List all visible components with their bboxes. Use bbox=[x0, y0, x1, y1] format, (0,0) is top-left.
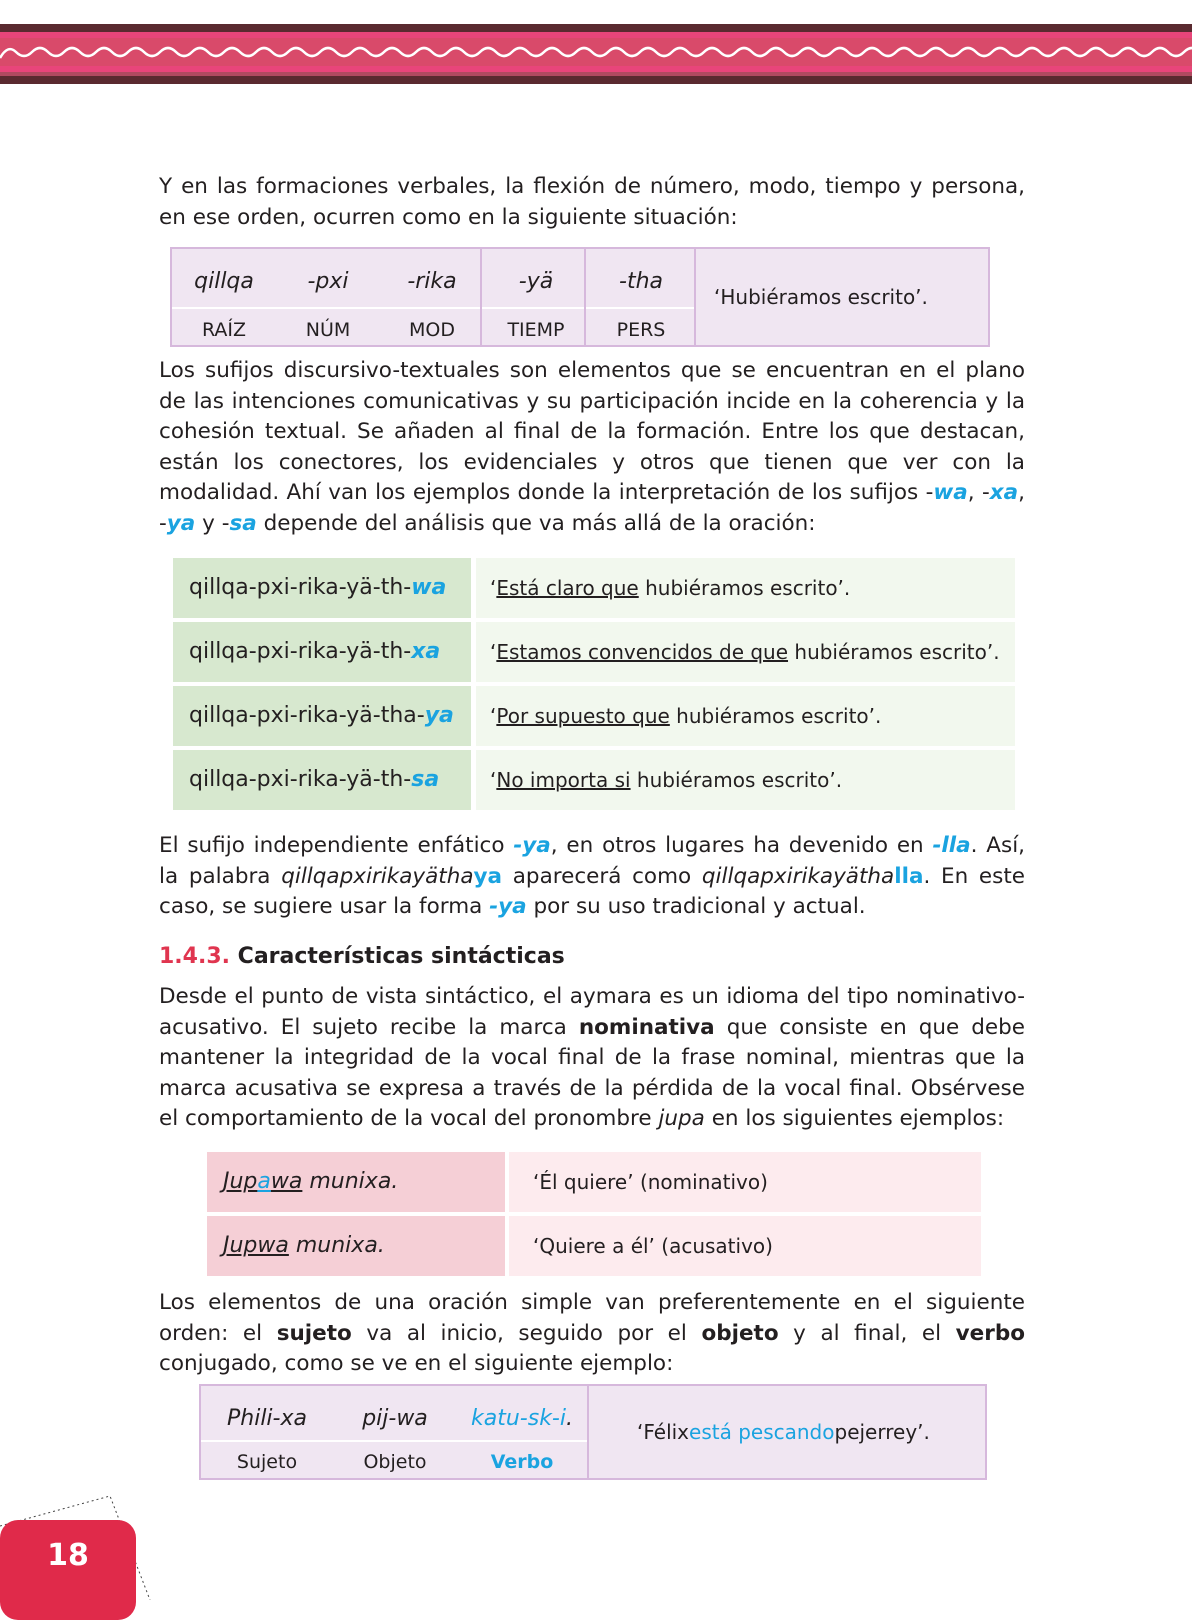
suffix-ya: -ya bbox=[513, 833, 551, 858]
verb-word bbox=[457, 1406, 587, 1431]
spanish-translation bbox=[476, 686, 1015, 746]
translation-cell: ‘Hubiéramos escrito’. bbox=[714, 285, 928, 309]
italic-term: jupa bbox=[658, 1106, 705, 1131]
form-base: qillqa-pxi-rika-yä-th- bbox=[189, 639, 412, 664]
gloss-verb: Verbo bbox=[490, 1451, 554, 1473]
emphatic-suffix-paragraph bbox=[159, 831, 1025, 923]
verb-phrase: está pescando bbox=[689, 1420, 835, 1444]
table-row bbox=[173, 622, 1015, 682]
word-part: Jupwa bbox=[223, 1233, 289, 1258]
text: que consiste en que debe mantener la integridad de la vocal final de la frase nominal, mientras que la marca acusativa se expresa a través de la pérdida de la vocal final. Obsérvese el comportamiento de la vocal del pronombre bbox=[159, 1014, 1025, 1131]
section-number: 1.4.3. bbox=[159, 944, 230, 969]
spanish-translation: ‘Quiere a él’ (acusativo) bbox=[509, 1216, 981, 1276]
intro-paragraph: Y en las formaciones verbales, la flexión de número, modo, tiempo y persona, en ese orden, ocurren como en la siguiente situación: bbox=[159, 174, 1025, 230]
text: va al inicio, seguido por el bbox=[351, 1320, 702, 1346]
quote-mark: ‘ bbox=[490, 640, 497, 664]
row-divider bbox=[172, 307, 696, 309]
quote-mark: ‘ bbox=[490, 576, 497, 600]
text: en los siguientes ejemplos: bbox=[704, 1106, 1005, 1131]
subject-word: Phili-xa bbox=[227, 1406, 307, 1431]
text: . Así, la palabra bbox=[159, 833, 1026, 889]
text: pejerrey’. bbox=[834, 1420, 930, 1444]
aymara-form bbox=[173, 686, 471, 746]
form-base: qillqa-pxi-rika-yä-th- bbox=[189, 575, 412, 600]
column-divider bbox=[480, 249, 482, 345]
morph-number: -pxi bbox=[307, 269, 349, 294]
translation-rest: hubiéramos escrito’. bbox=[788, 640, 1000, 664]
suffix-sa: sa bbox=[229, 510, 257, 536]
word-suffix: ya bbox=[473, 863, 503, 889]
bold-term: nominativa bbox=[578, 1014, 715, 1040]
table-row bbox=[207, 1216, 981, 1276]
table-row bbox=[173, 750, 1015, 810]
suffix-wa: wa bbox=[933, 480, 968, 505]
paragraph-text: Los sufijos discursivo-textuales son elementos que se encuentran en el plano de las intenciones comunicativas y su participación incide en la coherencia y la cohesión textual. Se añaden al final de la formación. Entre los que destacan, están los conectores, los evidenciales y otros que tienen que ver con la modalidad. Ahí van los ejemplos donde la interpretación de los sufijos bbox=[159, 358, 1025, 505]
text: y al final, el bbox=[778, 1320, 956, 1346]
section-heading bbox=[159, 944, 565, 969]
morph-tense: -yä bbox=[518, 269, 554, 294]
row-divider bbox=[201, 1440, 587, 1442]
verb-form: katu-sk-i bbox=[471, 1406, 566, 1431]
section-title: Características sintácticas bbox=[237, 944, 565, 969]
spanish-translation: ‘Él quiere’ (nominativo) bbox=[509, 1152, 981, 1212]
suffix-ya: ya bbox=[166, 510, 196, 536]
text: , en otros lugares ha devenido en bbox=[550, 833, 933, 858]
text: Desde el punto de vista sintáctico, el aymara es un idioma del tipo nominativo-acusativo. El sujeto recibe la marca bbox=[159, 984, 1025, 1040]
word-part: Jup bbox=[223, 1169, 258, 1194]
word-order-table bbox=[199, 1384, 987, 1480]
translation-cell bbox=[589, 1386, 985, 1478]
suffix-ya: -ya bbox=[489, 894, 527, 919]
suffix-xa: xa bbox=[989, 480, 1019, 505]
bold-term: sujeto bbox=[276, 1320, 352, 1346]
vowel-highlight: a bbox=[257, 1169, 271, 1194]
punct: , - bbox=[159, 480, 1025, 536]
aymara-form bbox=[173, 622, 471, 682]
gloss-person: PERS bbox=[616, 319, 666, 341]
aymara-sentence bbox=[207, 1216, 505, 1276]
spanish-translation bbox=[476, 750, 1015, 810]
text: por su uso tradicional y actual. bbox=[526, 894, 866, 919]
word: qillqapxirikayätha bbox=[701, 863, 895, 889]
page-number: 18 bbox=[47, 1538, 89, 1573]
form-suffix: wa bbox=[411, 575, 447, 600]
discourse-suffix-paragraph bbox=[159, 356, 1025, 539]
column-divider bbox=[584, 249, 586, 345]
underlined-phrase: Estamos convencidos de que bbox=[496, 640, 789, 664]
text: ‘Félix bbox=[637, 1420, 690, 1444]
object-word: pij-wa bbox=[362, 1406, 428, 1431]
gloss-mode: MOD bbox=[409, 319, 455, 341]
punct: , - bbox=[967, 480, 990, 505]
text: aparecerá como bbox=[502, 863, 702, 889]
morph-person: -tha bbox=[619, 269, 663, 294]
form-suffix: sa bbox=[411, 767, 440, 792]
word: qillqapxirikayätha bbox=[281, 863, 474, 889]
table-row bbox=[173, 558, 1015, 618]
gloss-subject: Sujeto bbox=[236, 1451, 298, 1473]
translation-rest: hubiéramos escrito’. bbox=[638, 576, 851, 600]
translation-rest: hubiéramos escrito’. bbox=[630, 768, 843, 792]
paragraph-tail: depende del análisis que va más allá de la oración: bbox=[263, 510, 816, 536]
verb-inflection-table bbox=[170, 247, 990, 347]
form-base: qillqa-pxi-rika-yä-th- bbox=[189, 767, 412, 792]
syntax-paragraph bbox=[159, 982, 1025, 1135]
morph-mode: -rika bbox=[407, 269, 457, 294]
text: . En este caso, se sugiere usar la forma bbox=[159, 863, 1025, 919]
spanish-translation bbox=[476, 622, 1015, 682]
gloss-root: RAÍZ bbox=[201, 319, 247, 341]
aymara-form bbox=[173, 750, 471, 810]
punct: y - bbox=[195, 510, 230, 536]
form-suffix: ya bbox=[424, 703, 454, 728]
gloss-object: Objeto bbox=[363, 1451, 427, 1473]
text: conjugado, como se ve en el siguiente ejemplo: bbox=[159, 1351, 674, 1376]
underlined-phrase: Por supuesto que bbox=[496, 704, 670, 728]
bold-term: verbo bbox=[955, 1320, 1026, 1346]
punct: - bbox=[925, 480, 934, 505]
bold-term: objeto bbox=[701, 1320, 779, 1346]
aymara-sentence bbox=[207, 1152, 505, 1212]
table-row bbox=[173, 686, 1015, 746]
table-row bbox=[207, 1152, 981, 1212]
translation-rest: hubiéramos escrito’. bbox=[669, 704, 882, 728]
quote-mark: ‘ bbox=[490, 768, 497, 792]
underlined-phrase: No importa si bbox=[496, 768, 631, 792]
text: Los elementos de una oración simple van preferentemente en el siguiente orden: el bbox=[159, 1290, 1025, 1346]
quote-mark: ‘ bbox=[490, 704, 497, 728]
period: . bbox=[565, 1406, 573, 1431]
suffix-lla: -lla bbox=[932, 833, 971, 858]
decorative-top-band bbox=[0, 24, 1192, 84]
form-suffix: xa bbox=[411, 639, 441, 664]
gloss-tense: TIEMP bbox=[507, 319, 565, 341]
text: El sufijo independiente enfático bbox=[159, 833, 514, 858]
form-base: qillqa-pxi-rika-yä-tha- bbox=[189, 703, 425, 728]
word-suffix: lla bbox=[894, 863, 924, 889]
word-part: wa bbox=[270, 1169, 303, 1194]
underlined-phrase: Está claro que bbox=[496, 576, 639, 600]
word-order-paragraph bbox=[159, 1288, 1025, 1380]
morph-root: qillqa bbox=[194, 269, 254, 294]
aymara-form bbox=[173, 558, 471, 618]
word-rest: munixa. bbox=[288, 1233, 385, 1258]
word-rest: munixa. bbox=[302, 1169, 399, 1194]
spanish-translation bbox=[476, 558, 1015, 618]
gloss-number: NÚM bbox=[305, 319, 351, 341]
